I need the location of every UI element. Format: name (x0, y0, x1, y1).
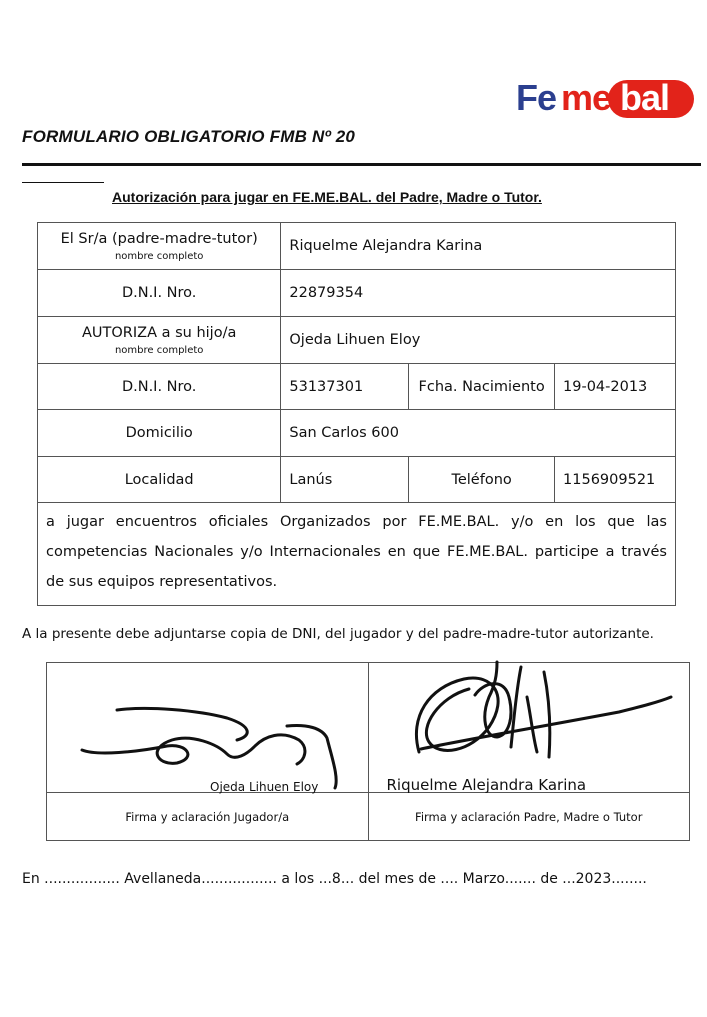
player-signature-scribble (77, 688, 337, 778)
address-label: Domicilio (38, 410, 281, 457)
player-printed-name: Ojeda Lihuen Eloy (210, 780, 319, 794)
birth-date-field[interactable]: 19-04-2013 (555, 364, 676, 410)
parent-signature-box[interactable] (368, 663, 690, 793)
parent-row (38, 223, 676, 270)
child-dni-row (38, 364, 676, 410)
parent-dni-field[interactable]: 22879354 (281, 270, 676, 317)
form-subtitle: Autorización para jugar en FE.ME.BAL. del Padre, Madre o Tutor. (112, 189, 542, 205)
address-field[interactable]: San Carlos 600 (281, 410, 676, 457)
parent-label: El Sr/a (padre-madre-tutor) (60, 230, 258, 247)
parent-label-cell (38, 223, 281, 270)
address-row (38, 410, 676, 457)
player-signature-box[interactable] (47, 663, 369, 793)
child-dni-field[interactable]: 53137301 (281, 364, 409, 410)
parent-signature-scribble (409, 657, 669, 787)
child-sublabel: nombre completo (114, 344, 204, 356)
parent-dni-label: D.N.I. Nro. (38, 270, 281, 317)
child-dni-label: D.N.I. Nro. (38, 364, 281, 410)
child-name-field[interactable]: Ojeda Lihuen Eloy (281, 317, 676, 364)
phone-field[interactable]: 1156909521 (555, 457, 676, 503)
child-label: AUTORIZA a su hijo/a (82, 324, 237, 341)
locality-field[interactable]: Lanús (281, 457, 409, 503)
form-title: FORMULARIO OBLIGATORIO FMB Nº 20 (22, 127, 356, 146)
authorization-table (37, 222, 676, 606)
parent-dni-row (38, 270, 676, 317)
child-label-cell (38, 317, 281, 364)
femebal-logo-graphic (516, 74, 696, 122)
player-signature-caption: Firma y aclaración Jugador/a (47, 793, 369, 841)
logo-text-bal: bal (620, 77, 670, 118)
child-row (38, 317, 676, 364)
logo-text-me: me (561, 77, 612, 118)
logo-text-fe: Fe (516, 77, 557, 118)
authorization-paragraph: a jugar encuentros oficiales Organizados por FE.ME.BAL. y/o en los que las competencias Nacionales y/o Internacionales en que FE.ME.BAL. participe a través de sus equipos representativos. (38, 503, 676, 606)
short-divider (22, 182, 104, 183)
parent-signature-caption: Firma y aclaración Padre, Madre o Tutor (368, 793, 690, 841)
parent-printed-name: Riquelme Alejandra Karina (386, 776, 587, 794)
title-divider (22, 163, 701, 166)
femebal-logo (516, 74, 696, 122)
phone-label: Teléfono (409, 457, 555, 503)
parent-name-field[interactable]: Riquelme Alejandra Karina (281, 223, 676, 270)
signature-table (46, 662, 690, 841)
date-line: En ................. Avellaneda................. a los ...8... del mes de .... Marzo....... de ...2023........ (22, 871, 647, 887)
locality-row (38, 457, 676, 503)
parent-sublabel: nombre completo (114, 250, 204, 262)
attachment-note: A la presente debe adjuntarse copia de DNI, del jugador y del padre-madre-tutor autorizante. (22, 626, 654, 642)
locality-label: Localidad (38, 457, 281, 503)
paragraph-row (38, 503, 676, 606)
birth-date-label: Fcha. Nacimiento (409, 364, 555, 410)
